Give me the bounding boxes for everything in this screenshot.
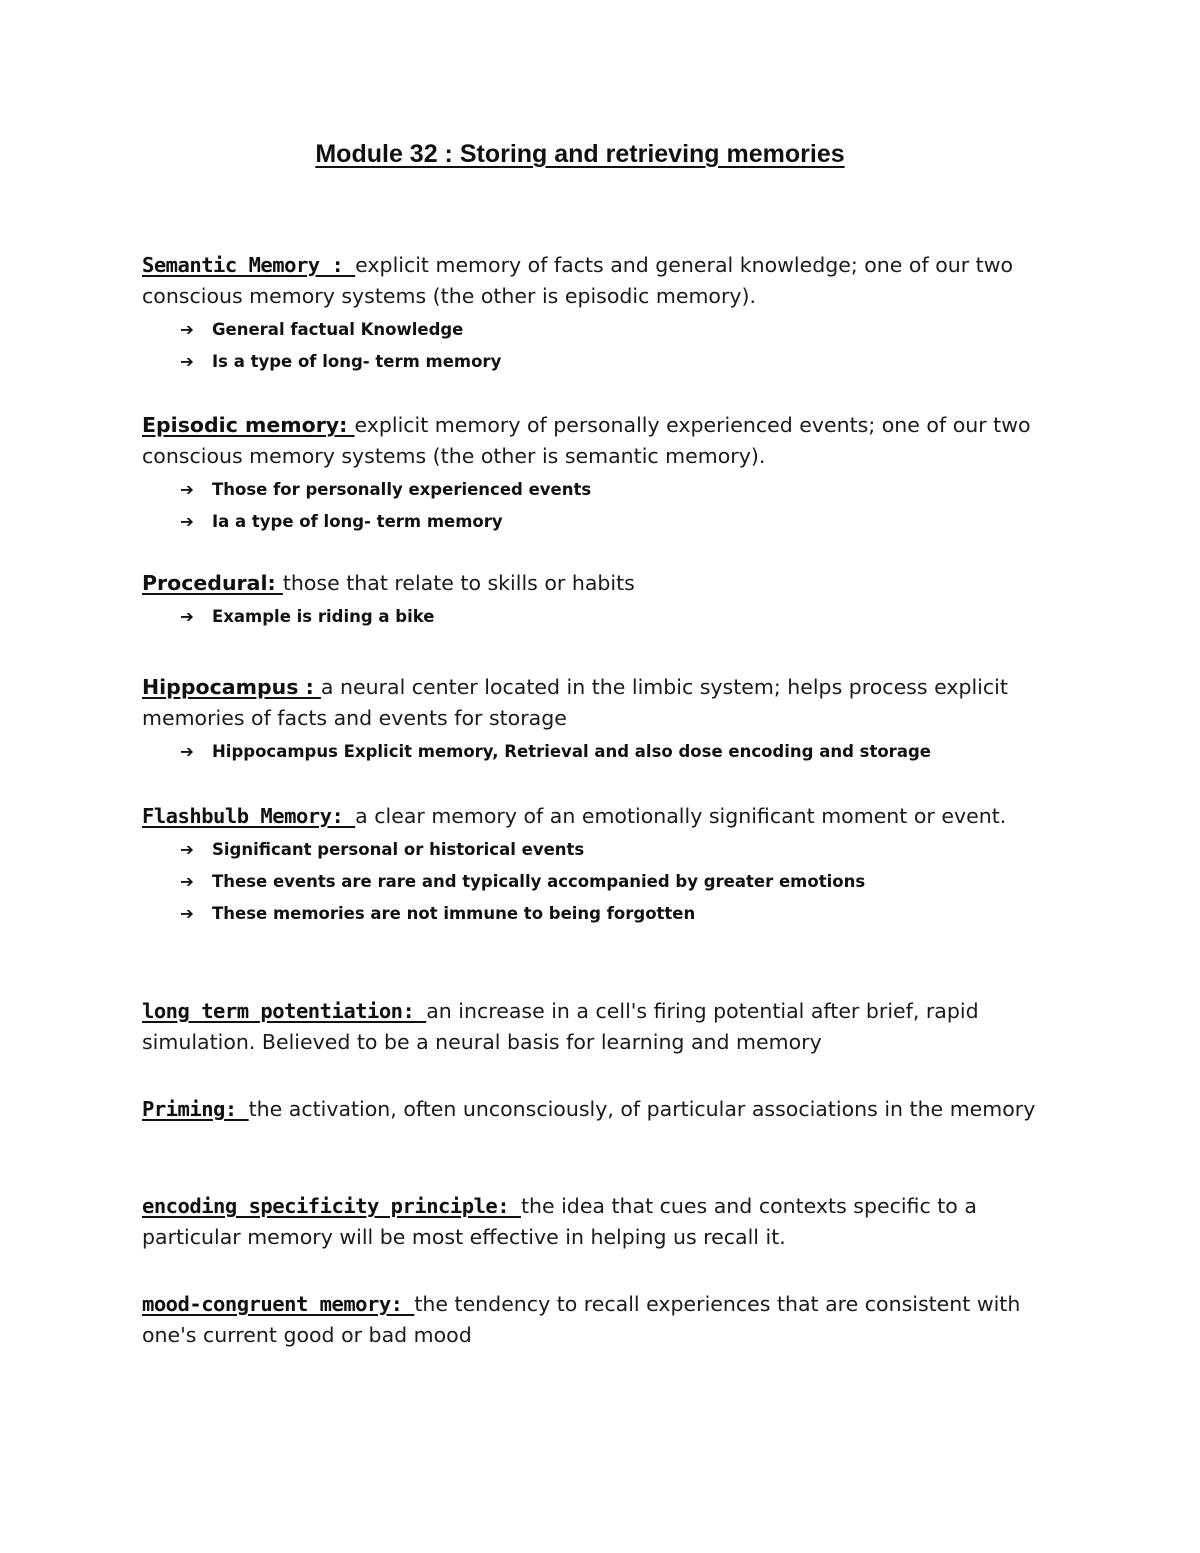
definition-text: the tendency to recall experiences that are consistent with one's current good or bad mood <box>142 1292 1021 1347</box>
definition-text: the idea that cues and contexts specific to a particular memory will be most effective in helping us recall it. <box>142 1194 977 1249</box>
bullet-list <box>142 736 1062 768</box>
definition-paragraph <box>142 672 1062 734</box>
term-label: encoding specificity principle: <box>142 1194 521 1218</box>
list-item <box>180 866 1062 898</box>
definition-paragraph <box>142 801 1062 832</box>
bullet-text: Hippocampus Explicit memory, Retrieval and also dose encoding and storage <box>212 742 931 761</box>
arrow-icon: ➔ <box>180 512 194 531</box>
bullet-list <box>142 474 1062 538</box>
definition-text: an increase in a cell's firing potential after brief, rapid simulation. Believed to be a neural basis for learning and memory <box>142 999 979 1054</box>
term-label: mood-congruent memory: <box>142 1292 415 1316</box>
entry-priming <box>142 1094 1062 1125</box>
entry-procedural <box>142 568 1062 633</box>
entry-flashbulb-memory <box>142 801 1062 930</box>
list-item <box>180 898 1062 930</box>
arrow-icon: ➔ <box>180 840 194 859</box>
definition-paragraph <box>142 1094 1062 1125</box>
list-item <box>180 474 1062 506</box>
definition-text: explicit memory of facts and general knowledge; one of our two conscious memory systems (the other is episodic memory). <box>142 253 1014 308</box>
term-label: Procedural: <box>142 571 283 595</box>
list-item <box>180 601 1062 633</box>
bullet-text: Is a type of long- term memory <box>212 352 502 371</box>
term-label: Episodic memory: <box>142 413 355 437</box>
arrow-icon: ➔ <box>180 480 194 499</box>
term-label: Semantic Memory : <box>142 253 356 277</box>
bullet-list <box>142 601 1062 633</box>
list-item <box>180 834 1062 866</box>
definition-text: a clear memory of an emotionally significant moment or event. <box>355 804 1007 828</box>
page-title: Module 32 : Storing and retrieving memories <box>315 140 845 168</box>
arrow-icon: ➔ <box>180 320 194 339</box>
bullet-text: General factual Knowledge <box>212 320 464 339</box>
entry-mood-congruent-memory <box>142 1289 1062 1351</box>
arrow-icon: ➔ <box>180 904 194 923</box>
list-item <box>180 314 1062 346</box>
bullet-text: Ia a type of long- term memory <box>212 512 503 531</box>
definition-paragraph <box>142 250 1062 312</box>
entry-hippocampus <box>142 672 1062 768</box>
definition-paragraph <box>142 410 1062 472</box>
definition-paragraph <box>142 568 1062 599</box>
definition-paragraph <box>142 1289 1062 1351</box>
list-item <box>180 506 1062 538</box>
bullet-text: Example is riding a bike <box>212 607 435 626</box>
definition-text: explicit memory of personally experienced events; one of our two conscious memory systems (the other is semantic memory). <box>142 413 1031 468</box>
entry-semantic-memory <box>142 250 1062 378</box>
definition-paragraph <box>142 1191 1062 1253</box>
definition-text: those that relate to skills or habits <box>282 571 635 595</box>
arrow-icon: ➔ <box>180 352 194 371</box>
arrow-icon: ➔ <box>180 872 194 891</box>
entry-episodic-memory <box>142 410 1062 538</box>
arrow-icon: ➔ <box>180 607 194 626</box>
bullet-list <box>142 834 1062 930</box>
term-label: long term potentiation: <box>142 999 427 1023</box>
term-label: Hippocampus : <box>142 675 321 699</box>
entry-encoding-specificity-principle <box>142 1191 1062 1253</box>
definition-text: a neural center located in the limbic system; helps process explicit memories of facts and events for storage <box>142 675 1008 730</box>
definition-text: the activation, often unconsciously, of particular associations in the memory <box>248 1097 1036 1121</box>
list-item <box>180 736 1062 768</box>
entry-long-term-potentiation <box>142 996 1062 1058</box>
definition-paragraph <box>142 996 1062 1058</box>
bullet-text: Significant personal or historical events <box>212 840 585 859</box>
bullet-text: Those for personally experienced events <box>212 480 592 499</box>
term-label: Priming: <box>142 1097 249 1121</box>
arrow-icon: ➔ <box>180 742 194 761</box>
bullet-list <box>142 314 1062 378</box>
bullet-text: These events are rare and typically accompanied by greater emotions <box>212 872 866 891</box>
term-label: Flashbulb Memory: <box>142 804 356 828</box>
list-item <box>180 346 1062 378</box>
bullet-text: These memories are not immune to being forgotten <box>212 904 696 923</box>
